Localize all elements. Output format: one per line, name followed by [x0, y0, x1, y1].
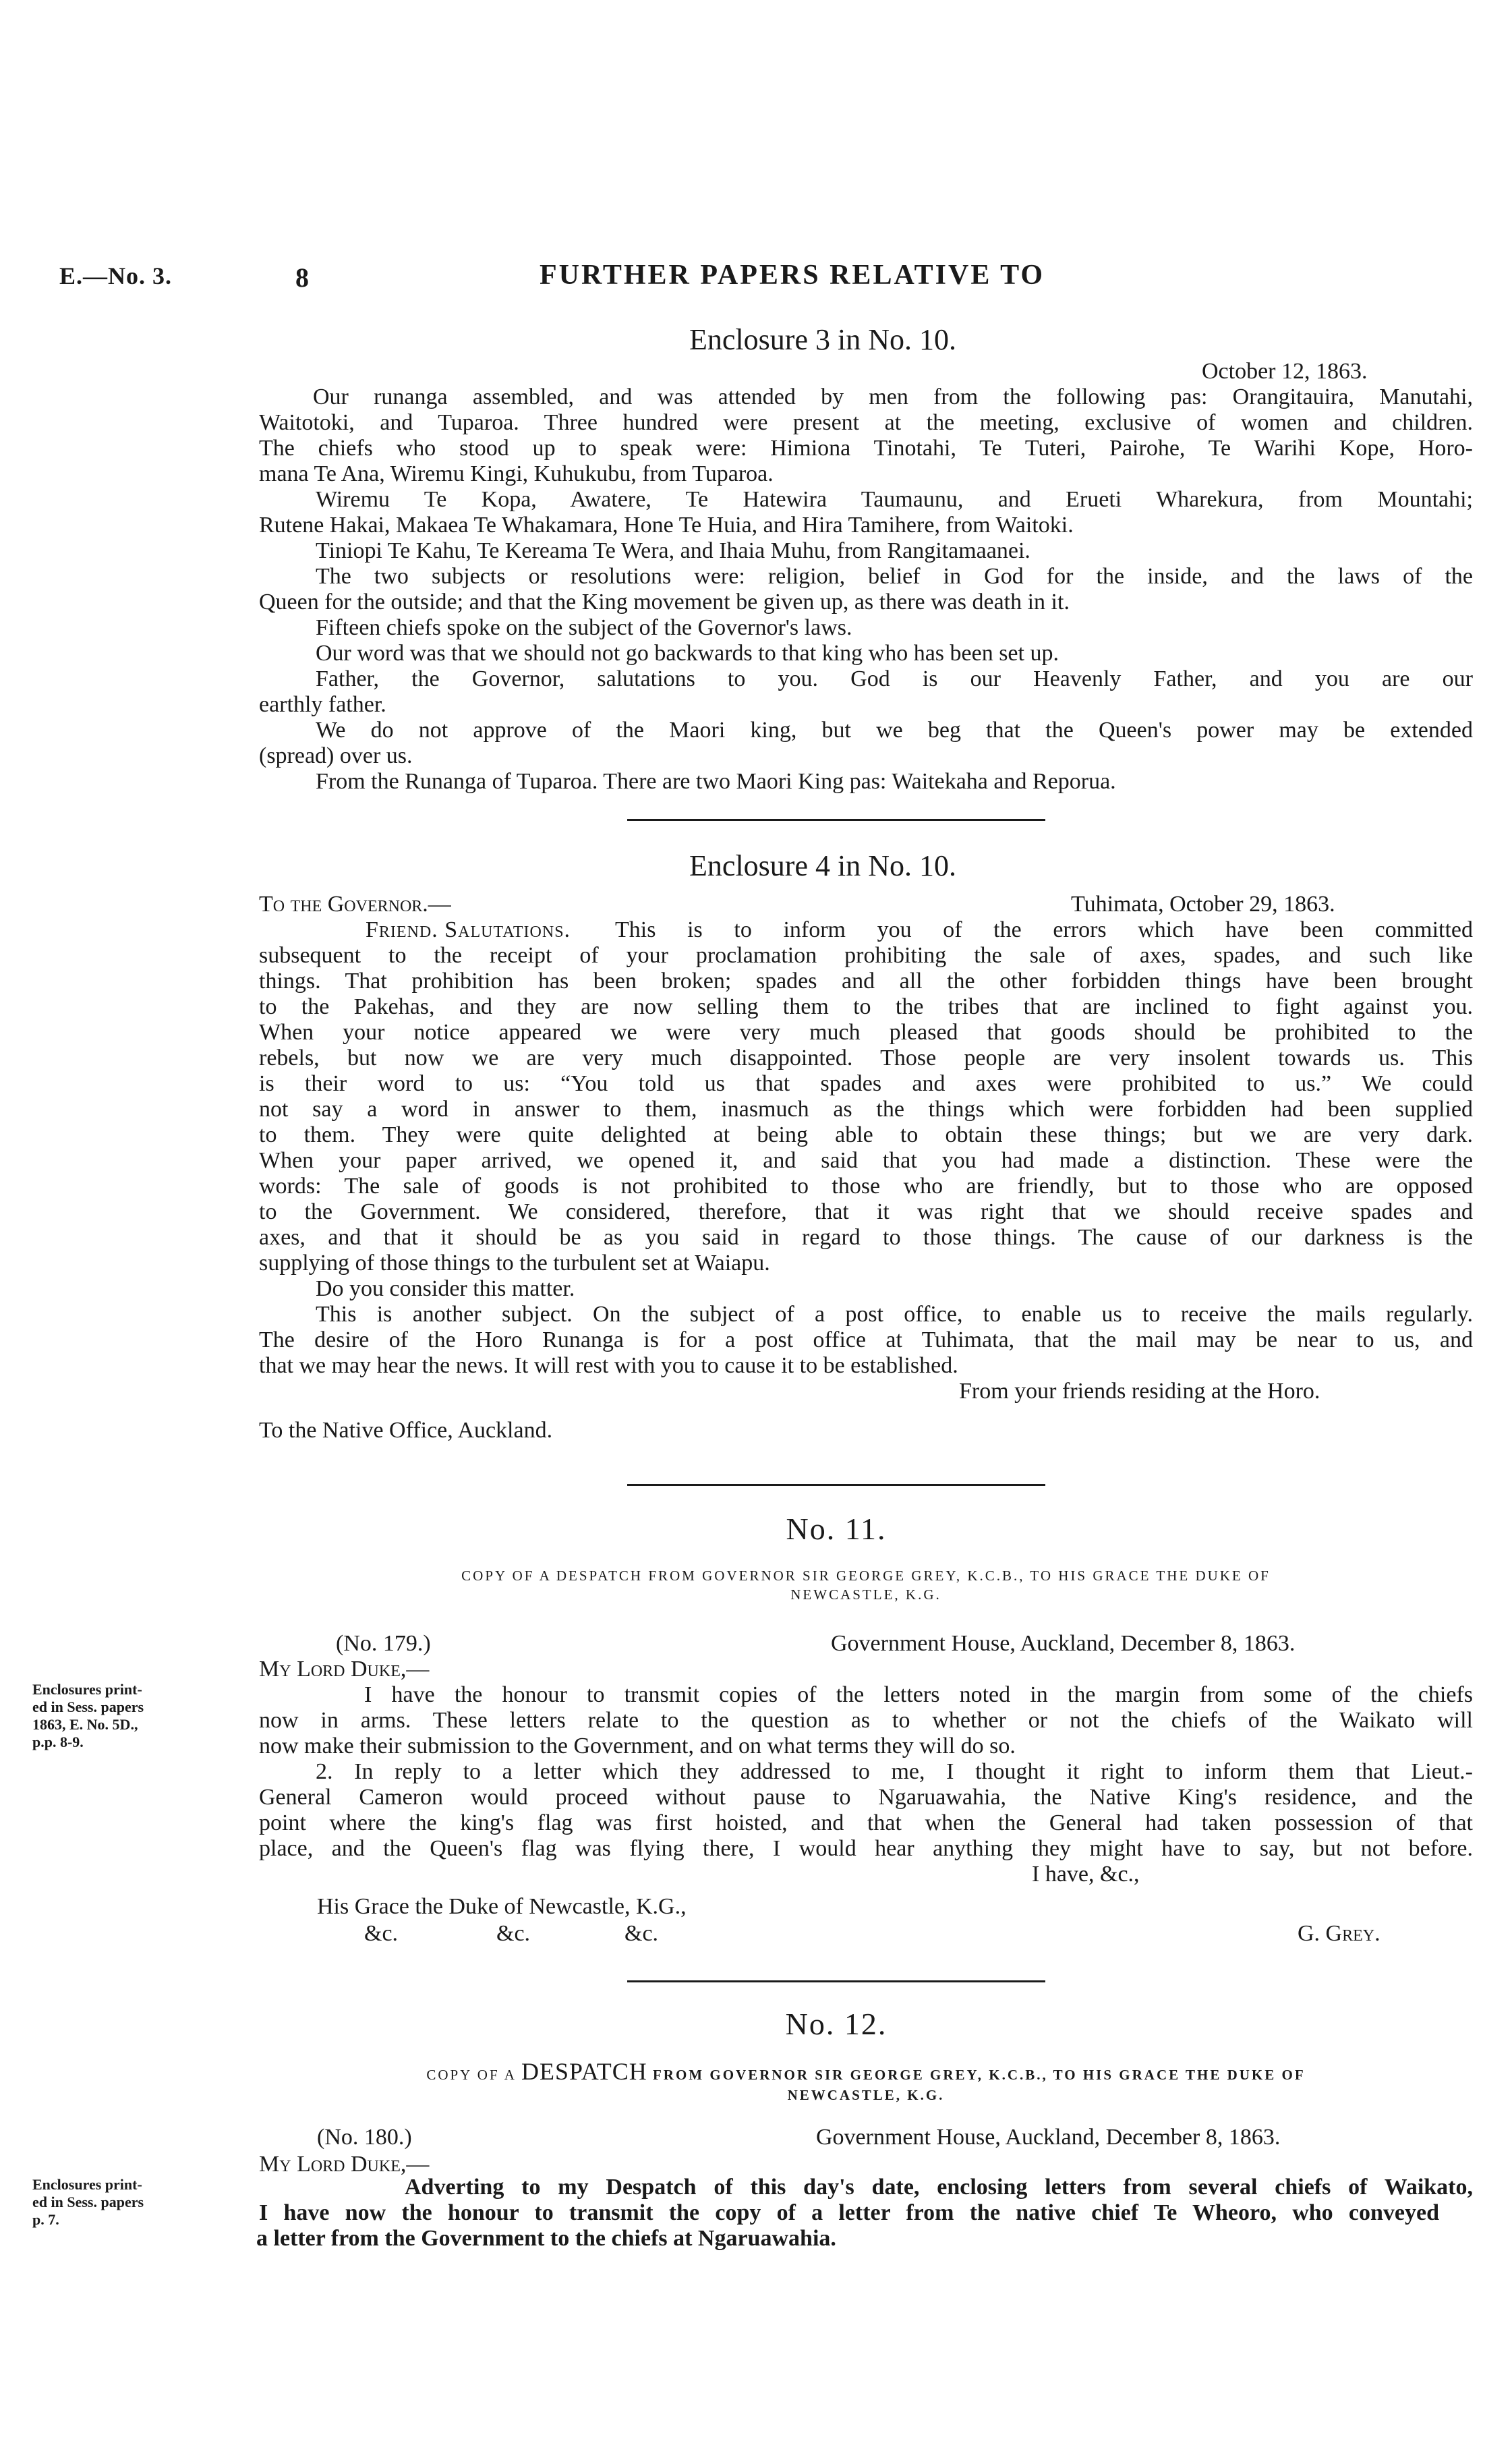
- enc3-line: Tiniopi Te Kahu, Te Kereama Te Wera, and Ihaia Muhu, from Rangitamaanei.: [316, 538, 1030, 563]
- enc4-line: This is to inform you of the errors which have been committed: [615, 917, 1473, 942]
- enc4-line: is their word to us: “You told us that spades and axes were prohibited to us.” We could: [259, 1071, 1473, 1096]
- no11-line: 2. In reply to a letter which they addressed to me, I thought it right to inform them that Lieut.-: [316, 1759, 1473, 1784]
- no-12-reference: (No. 180.): [317, 2125, 412, 2150]
- no-11-etc: &c.: [496, 1921, 531, 1946]
- no-12-copy-pre: COPY OF A: [426, 2067, 516, 2083]
- enc4-line: When your paper arrived, we opened it, and said that you had made a distinction. These were the: [259, 1148, 1473, 1173]
- enc3-line: Rutene Hakai, Makaea Te Whakamara, Hone Te Huia, and Hira Tamihere, from Waitoki.: [259, 513, 1074, 538]
- enc3-line: Wiremu Te Kopa, Awatere, Te Hatewira Taumaunu, and Erueti Wharekura, from Mountahi;: [316, 487, 1473, 512]
- no-11-signature: G. Grey.: [1298, 1921, 1380, 1946]
- no11-line: point where the king's flag was first hoisted, and that when the General had taken possession of that: [259, 1810, 1473, 1835]
- no-11-title: No. 11.: [786, 1512, 887, 1546]
- enc3-line: Father, the Governor, salutations to you. God is our Heavenly Father, and you are our: [316, 666, 1473, 691]
- enc4-line: to the Government. We considered, therefore, that it was right that we should receive spades and: [259, 1199, 1473, 1224]
- enc3-line: (spread) over us.: [259, 743, 413, 768]
- enc3-line: The chiefs who stood up to speak were: Himiona Tinotahi, Te Tuteri, Pairohe, Te Warihi Kope, Horo-: [259, 436, 1473, 461]
- no-12-place-date: Government House, Auckland, December 8, 1863.: [816, 2125, 1281, 2150]
- no-11-salutation: My Lord Duke,—: [259, 1657, 430, 1682]
- enc3-line: We do not approve of the Maori king, but we beg that the Queen's power may be extended: [316, 718, 1473, 743]
- enc3-line: Waitotoki, and Tuparoa. Three hundred were present at the meeting, exclusive of women and children.: [259, 410, 1473, 435]
- section-divider: [627, 1980, 1045, 1982]
- no-12-copy-heading-line2: NEWCASTLE, K.G.: [787, 2087, 945, 2103]
- enclosure-4-salutation: Friend. Salutations.: [366, 917, 571, 942]
- no12-line: I have now the honour to transmit the copy of a letter from the native chief Te Wheoro, who conveyed: [259, 2200, 1439, 2225]
- enc3-line: earthly father.: [259, 692, 386, 717]
- no-11-copy-heading-line2: NEWCASTLE, K.G.: [790, 1586, 941, 1603]
- no-12-title: No. 12.: [785, 2007, 888, 2041]
- enc4-line: to them. They were quite delighted at being able to obtain these things; but we are very dark.: [259, 1122, 1473, 1147]
- no-12-margin-note: Enclosures print- ed in Sess. papers p. 7.: [32, 2176, 144, 2228]
- enc4-line: axes, and that it should be as you said in regard to those things. The cause of our darkness is the: [259, 1225, 1473, 1250]
- no-11-copy-heading: COPY OF A DESPATCH FROM GOVERNOR SIR GEORGE GREY, K.C.B., TO HIS GRACE THE DUKE OF: [461, 1568, 1271, 1584]
- section-divider: [627, 1484, 1045, 1486]
- enclosure-3-date: October 12, 1863.: [1202, 359, 1368, 384]
- no11-line: place, and the Queen's flag was flying there, I would hear anything they might have to say, but not before.: [259, 1836, 1473, 1861]
- enc4-line: that we may hear the news. It will rest with you to cause it to be established.: [259, 1353, 958, 1378]
- enc3-line: mana Te Ana, Wiremu Kingi, Kuhukubu, from Tuparoa.: [259, 461, 774, 486]
- enclosure-4-place-date: Tuhimata, October 29, 1863.: [1071, 892, 1335, 917]
- enc4-line: supplying of those things to the turbulent set at Waiapu.: [259, 1251, 770, 1276]
- running-title: FURTHER PAPERS RELATIVE TO: [540, 260, 1045, 291]
- no-12-copy-post: FROM GOVERNOR SIR GEORGE GREY, K.C.B., TO HIS GRACE THE DUKE OF: [652, 2067, 1306, 2083]
- enc4-line: Do you consider this matter.: [316, 1276, 575, 1301]
- enc3-line: The two subjects or resolutions were: religion, belief in God for the inside, and the laws of the: [316, 564, 1473, 589]
- no11-line: now in arms. These letters relate to the question as to whether or not the chiefs of the Waikato will: [259, 1708, 1473, 1733]
- no-11-place-date: Government House, Auckland, December 8, 1863.: [831, 1631, 1296, 1656]
- enc4-line: This is another subject. On the subject of a post office, to enable us to receive the mails regularly.: [316, 1302, 1473, 1327]
- enclosure-4-signature: From your friends residing at the Horo.: [959, 1379, 1320, 1404]
- enc4-line: When your notice appeared we were very much pleased that goods should be prohibited to the: [259, 1020, 1473, 1045]
- no-12-copy-heading: [259, 2057, 1473, 2086]
- enclosure-4-to-line: To the Native Office, Auckland.: [259, 1418, 553, 1443]
- no-11-reference: (No. 179.): [336, 1631, 431, 1656]
- no11-line: now make their submission to the Government, and on what terms they will do so.: [259, 1734, 1016, 1758]
- enc3-line: Our runanga assembled, and was attended by men from the following pas: Orangitauira, Manutahi,: [313, 384, 1473, 409]
- no-11-margin-note: Enclosures print- ed in Sess. papers 1863, E. No. 5D., p.p. 8-9.: [32, 1681, 144, 1750]
- page-number: 8: [295, 262, 311, 293]
- no-11-closing: I have, &c.,: [1032, 1862, 1140, 1887]
- no-11-etc: &c.: [364, 1921, 399, 1946]
- enc3-line: Queen for the outside; and that the King movement be given up, as there was death in it.: [259, 590, 1070, 614]
- no12-line: a letter from the Government to the chiefs at Ngaruawahia.: [256, 2226, 836, 2251]
- enc4-line: words: The sale of goods is not prohibited to those who are friendly, but to those who are opposed: [259, 1174, 1473, 1199]
- enc3-line: Our word was that we should not go backwards to that king who has been set up.: [316, 641, 1059, 666]
- enc3-line: Fifteen chiefs spoke on the subject of the Governor's laws.: [316, 615, 852, 640]
- enclosure-4-title: Enclosure 4 in No. 10.: [689, 849, 956, 882]
- enclosure-3-title: Enclosure 3 in No. 10.: [689, 323, 956, 356]
- no12-line: Adverting to my Despatch of this day's date, enclosing letters from several chiefs of Waikato,: [405, 2175, 1473, 2200]
- no11-line: I have the honour to transmit copies of the letters noted in the margin from some of the chiefs: [364, 1682, 1473, 1707]
- enc4-line: subsequent to the receipt of your proclamation prohibiting the sale of axes, spades, and such like: [259, 943, 1473, 968]
- enc4-line: things. That prohibition has been broken; spades and all the other forbidden things have been brought: [259, 969, 1473, 994]
- series-number: E.—No. 3.: [59, 262, 173, 289]
- no-12-copy-big: DESPATCH: [521, 2058, 647, 2085]
- section-divider: [627, 819, 1045, 821]
- enc4-line: not say a word in answer to them, inasmuch as the things which were forbidden had been supplied: [259, 1097, 1473, 1122]
- enclosure-4-addressee: To the Governor.—: [259, 892, 451, 917]
- no-11-recipient: His Grace the Duke of Newcastle, K.G.,: [317, 1894, 687, 1919]
- no-11-etc: &c.: [624, 1921, 659, 1946]
- enc4-line: rebels, but now we are very much disappointed. Those people are very insolent towards us. This: [259, 1045, 1473, 1070]
- no-12-salutation: My Lord Duke,—: [259, 2152, 430, 2177]
- enc4-line: to the Pakehas, and they are now selling them to the tribes that are inclined to fight against you.: [259, 994, 1473, 1019]
- enc3-line: From the Runanga of Tuparoa. There are two Maori King pas: Waitekaha and Reporua.: [316, 769, 1116, 794]
- no11-line: General Cameron would proceed without pause to Ngaruawahia, the Native King's residence, and the: [259, 1785, 1473, 1810]
- enc4-line: The desire of the Horo Runanga is for a post office at Tuhimata, that the mail may be near to us, and: [259, 1327, 1473, 1352]
